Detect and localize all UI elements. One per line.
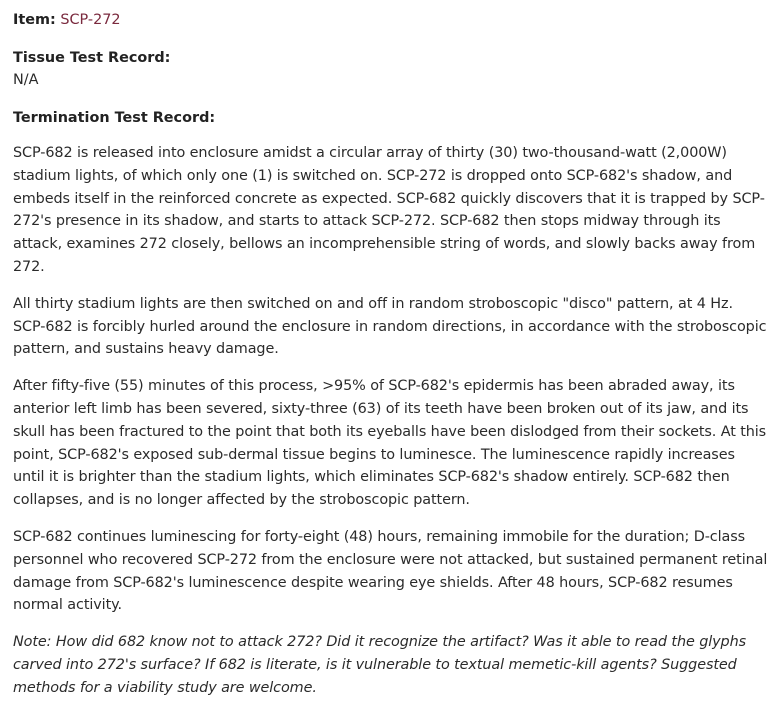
termination-label: Termination Test Record:: [13, 110, 216, 126]
item-link[interactable]: SCP-272: [60, 12, 121, 28]
termination-section: [13, 107, 769, 700]
tissue-value: N/A: [13, 72, 39, 88]
termination-paragraph-1: SCP-682 is released into enclosure amidst a circular array of thirty (30) two-thousand-watt (2,000W) stadium lights, of which only one (1) is switched on. SCP-272 is dropped onto SCP-682's shadow, and embeds itself in the reinforced concrete as expected. SCP-682 quickly discovers that it is trapped by SCP-272's presence in its shadow, and starts to attack SCP-272. SCP-682 then stops midway through its attack, examines 272 closely, bellows an incomprehensible string of words, and slowly backs away from 272.: [13, 145, 765, 275]
termination-paragraph-2: All thirty stadium lights are then switched on and off in random stroboscopic "disco" pattern, at 4 Hz. SCP-682 is forcibly hurled around the enclosure in random directions, in accordance with the stroboscopic pattern, and sustains heavy damage.: [13, 295, 767, 358]
tissue-label: Tissue Test Record:: [13, 50, 171, 66]
item-section: [13, 9, 769, 31]
item-label: Item:: [13, 12, 56, 28]
tissue-heading: [13, 47, 769, 69]
termination-paragraph-4: SCP-682 continues luminescing for forty-eight (48) hours, remaining immobile for the duration; D-class personnel who recovered SCP-272 from the enclosure were not attacked, but sustained permanent retinal damage from SCP-682's luminescence despite wearing eye shields. After 48 hours, SCP-682 resumes normal activity.: [13, 528, 768, 614]
termination-heading: [13, 107, 769, 129]
tissue-section: [13, 47, 769, 91]
termination-note: Note: How did 682 know not to attack 272? Did it recognize the artifact? Was it able to read the glyphs carved into 272's surface? If 682 is literate, is it vulnerable to textual memetic-kill agents? Suggested methods for a viability study are welcome.: [13, 634, 747, 696]
item-line: [13, 9, 769, 31]
termination-paragraph-3: After fifty-five (55) minutes of this process, >95% of SCP-682's epidermis has been abraded away, its anterior left limb has been severed, sixty-three (63) of its teeth have been broken out of its jaw, and its skull has been fractured to the point that both its eyeballs have been dislodged from their sockets. At this point, SCP-682's exposed sub-dermal tissue begins to luminesce. The luminescence rapidly increases until it is brighter than the stadium lights, which eliminates SCP-682's shadow entirely. SCP-682 then collapses, and is no longer affected by the stroboscopic pattern.: [13, 378, 767, 509]
